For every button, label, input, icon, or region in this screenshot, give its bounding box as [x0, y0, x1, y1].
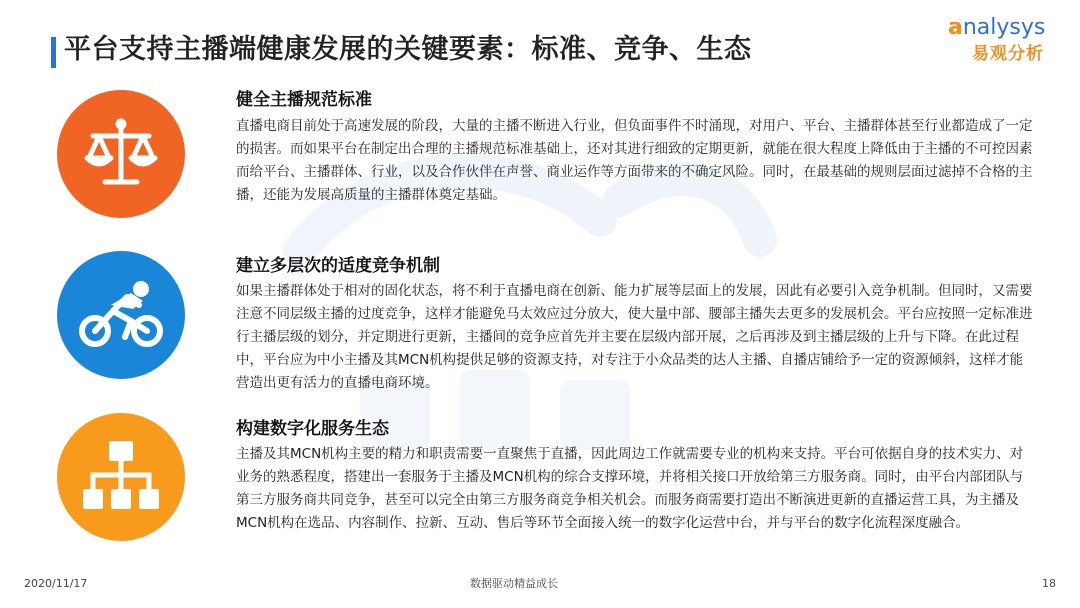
logo-wordmark-rest: nalysys	[962, 15, 1046, 40]
page-title: 平台支持主播端健康发展的关键要素：标准、竞争、生态	[64, 34, 752, 65]
section-2-title: 建立多层次的适度竞争机制	[236, 256, 440, 276]
section-3-icon-circle	[57, 413, 185, 541]
logo-wordmark-prefix: a	[948, 15, 963, 40]
logo-chinese-name: 易观分析	[972, 44, 1044, 64]
footer-slogan: 数据驱动精益成长	[470, 577, 558, 590]
hierarchy-icon	[79, 437, 163, 517]
section-3-title: 构建数字化服务生态	[236, 419, 389, 439]
section-2-icon-circle	[57, 251, 185, 379]
section-2-body: 如果主播群体处于相对的固化状态，将不利于直播电商在创新、能力扩展等层面上的发展，因此有必要引入竞争机制。但同时，又需要注意不同层级主播的过度竞争，这样才能避免马太效应过分放大，使大量中部、腰部主播失去更多的发展机会。平台应按照一定标准进行主播层级的划分，并定期进行更新，主播间的竞争应首先并主要在层级内部开展，之后再涉及到主播层级的上升与下降。在此过程中，平台应为中小主播及其MCN机构提供足够的资源支持，对专注于小众品类的达人主播、自播店铺给予一定的资源倾斜，这样才能营造出更有活力的直播电商环境。	[236, 283, 1033, 391]
title-accent-bar	[51, 37, 56, 68]
section-1-icon-circle	[57, 90, 185, 218]
page-number: 18	[1042, 577, 1056, 590]
analysys-logo	[948, 14, 1058, 72]
logo-wordmark	[948, 14, 1045, 42]
section-1-title: 健全主播规范标准	[236, 90, 372, 110]
footer-date: 2020/11/17	[24, 577, 88, 590]
scale-icon	[79, 112, 163, 196]
section-3-body: 主播及其MCN机构主要的精力和职责需要一直聚焦于直播，因此周边工作就需要专业的机构来支持。平台可依据自身的技术实力、对业务的熟悉程度，搭建出一套服务于主播及MCN机构的综合支撑环境，并将相关接口开放给第三方服务商。同时，由平台内部团队与第三方服务商共同竞争，甚至可以完全由第三方服务商竞争相关机会。而服务商需要打造出不断演进更新的直播运营工具，为主播及MCN机构在选品、内容制作、拉新、互动、售后等环节全面接入统一的数字化运营中台，并与平台的数字化流程深度融合。	[236, 446, 1024, 531]
section-1-body: 直播电商目前处于高速发展的阶段，大量的主播不断进入行业，但负面事件不时涌现，对用户、平台、主播群体甚至行业都造成了一定的损害。而如果平台在制定出合理的主播规范标准基础上，还对其进行细致的定期更新，就能在很大程度上降低由于主播的不可控因素而给平台、主播群体、行业，以及合作伙伴在声誉、商业运作等方面带来的不确定风险。同时，在最基础的规则层面过滤掉不合格的主播，还能为发展高质量的主播群体奠定基础。	[236, 118, 1033, 203]
cyclist-icon	[75, 275, 167, 355]
